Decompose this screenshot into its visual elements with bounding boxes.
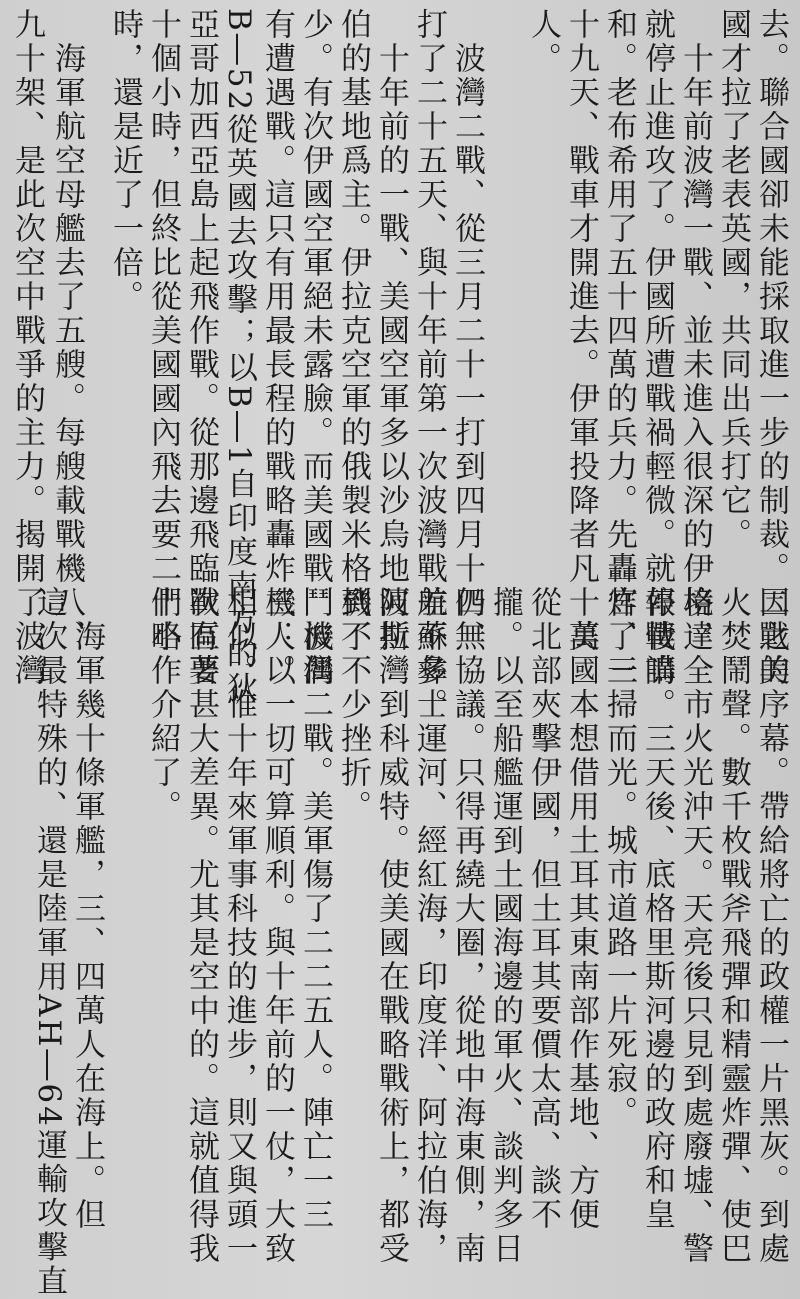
text-column: 從北部夾擊伊國，但土耳其要價太高、談不: [525, 586, 561, 1232]
text-column: 格達全市火光沖天。天亮後只見到處廢墟、警: [677, 586, 713, 1266]
text-column: 打了二十五天、與十年前第一次波灣戰差不多。: [411, 8, 447, 722]
text-column: 次有著甚大差異。尤其是空中的。這就值得我: [183, 586, 219, 1266]
text-column: 美國本想借用土耳其東南部作基地、方便: [563, 586, 599, 1232]
text-column: 波灣二戰。美軍傷了二二五人。陣亡一三: [297, 586, 333, 1232]
text-column: 火焚鬧聲。數千枚戰斧飛彈和精靈炸彈、使巴: [715, 586, 751, 1266]
text-column: 人。: [525, 8, 561, 76]
text-column: 亞哥加西亞島上起飛作戰。從那邊飛臨戰區要: [183, 8, 219, 688]
text-column: 十九天、戰車才開進去。伊軍投降者凡十萬: [563, 8, 599, 654]
bottom-text-block: [0, 586, 800, 1299]
text-column: 海軍幾十條軍艦，三、四萬人在海上。但: [69, 586, 105, 1232]
text-column: 有遭遇戰。這只有用最長程的戰略轟炸機：以: [259, 8, 295, 688]
text-column: 十年前的一戰、美國空軍多以沙烏地阿拉: [373, 8, 409, 654]
text-column: 波灣二戰、從三月二十一打到四月十四、: [449, 8, 485, 654]
text-column: 波斯灣到科威特。使美國在戰略戰術上，都受: [373, 586, 409, 1266]
text-column: 相似。惟十年來軍事科技的進步，則又與頭一: [221, 586, 257, 1266]
text-column: 們略作介紹了。: [145, 586, 181, 824]
text-column: 海軍航空母艦去了五艘。每艘載戰機八、: [49, 8, 85, 654]
text-column: 到了不少挫折。: [335, 586, 371, 824]
text-column: 宮、一掃而光。城市道路一片死寂。: [601, 586, 637, 1130]
text-column: 十年前波灣一戰、並未進入很深的伊境，: [677, 8, 713, 654]
text-column: 九十架、是此次空中戰爭的主力。揭開了波灣: [9, 8, 45, 688]
text-column: B―52從英國去攻擊；以B―1自印度南方的狄: [221, 8, 257, 706]
text-column: 攏。以至船艦運到土國海邊的軍火、談判多日: [487, 586, 523, 1266]
text-column: 和。老布希用了五十四萬的兵力。先轟炸了三: [601, 8, 637, 688]
text-column: 去。聯合國卻未能採取進一步的制裁。因之美: [753, 8, 789, 688]
text-column: 仍無協議。只得再繞大圈，從地中海東側，南: [449, 586, 485, 1266]
text-column: 航蘇彝士運河、經紅海，印度洋、阿拉伯海，: [411, 586, 447, 1266]
text-column: 十個小時，但終比從美國國內飛去要二十小: [145, 8, 181, 654]
text-column: 二戰的序幕。帶給將亡的政權一片黑灰。到處: [753, 586, 789, 1266]
text-column: 就停止進攻了。伊國所遭戰禍輕微。就停戰講: [639, 8, 675, 688]
text-column: 報悽鳴。三天後、底格里斯河邊的政府和皇: [639, 586, 675, 1232]
text-column: 國才拉了老表英國，共同出兵打它。: [715, 8, 751, 552]
text-column: 少。有次伊國空軍絕未露臉。而美國戰鬥機偶: [297, 8, 333, 688]
text-column: 時，還是近了一倍。: [107, 8, 143, 314]
text-column: 伯的基地爲主。伊拉克空軍的俄製米格機不: [335, 8, 371, 654]
text-column: 這次最特殊的、還是陸軍用AH―64運輸攻擊直: [31, 586, 67, 1299]
text-column: 三人。一切可算順利。與十年前的一仗，大致: [259, 586, 295, 1266]
